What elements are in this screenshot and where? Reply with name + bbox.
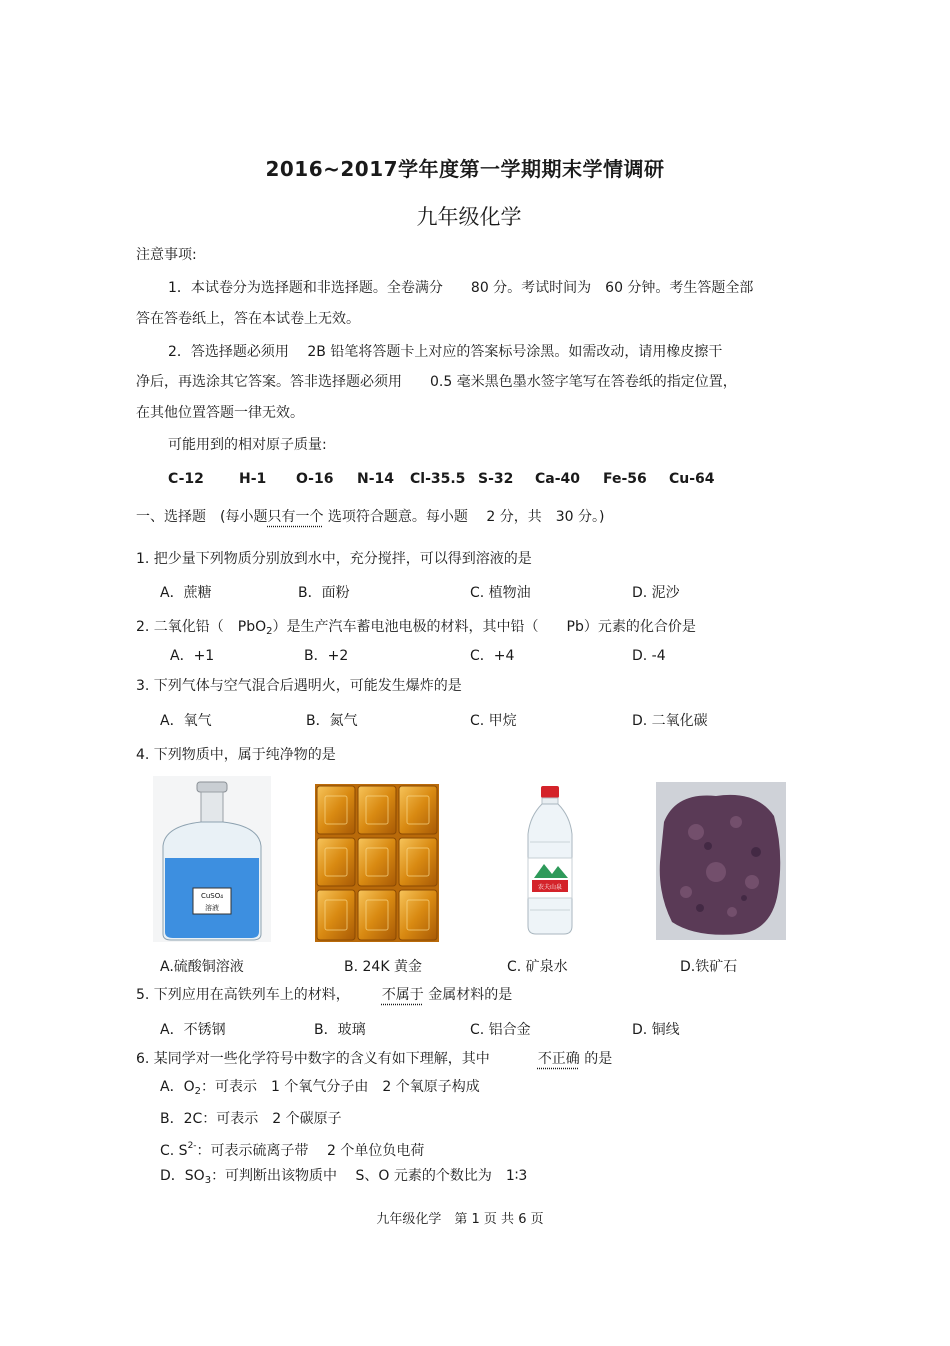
atomic-mass-list <box>168 470 715 488</box>
question-4-stem: 4. 下列物质中，属于纯净物的是 <box>136 747 336 763</box>
copper-sulfate-bottle-image <box>153 776 271 942</box>
question-1-stem: 1. 把少量下列物质分别放到水中，充分搅拌，可以得到溶液的是 <box>136 551 532 567</box>
notice-item2-line2: 净后，再选涂其它答案。答非选择题必须用 0.5 毫米黑色墨水签字笔写在答卷纸的指定位置， <box>136 374 737 390</box>
mass-item: Fe-56 <box>603 471 647 487</box>
bottle-label-text: CuSO₄ <box>200 892 224 900</box>
q1-option-d: D. 泥沙 <box>632 585 680 601</box>
question-5-stem: 5. 下列应用在高铁列车上的材料， 不属于 金属材料的是 <box>136 987 513 1003</box>
q5-option-c: C. 铝合金 <box>470 1022 531 1038</box>
mass-item: Cl-35.5 <box>410 471 466 487</box>
subject-title: 九年级化学 <box>416 205 522 229</box>
page-footer: 九年级化学 第 1 页 共 6 页 <box>376 1212 544 1227</box>
gold-bars-image <box>315 784 439 942</box>
q6-option-a: A．$O_2$：可表示 1 个氧气分子由 2 个氧原子构成 <box>160 1079 480 1097</box>
mineral-water-bottle-image <box>522 786 578 936</box>
q2-option-a: A．+1 <box>170 648 215 664</box>
q5-option-b: B．玻璃 <box>314 1022 366 1038</box>
q1-option-c: C. 植物油 <box>470 585 531 601</box>
q4-option-b: B. 24K 黄金 <box>344 959 422 975</box>
q6-option-d: D．$SO_3$：可判断出该物质中 S、O 元素的个数比为 1∶3 <box>160 1168 528 1186</box>
q3-option-a: A．氧气 <box>160 713 212 729</box>
section-heading: 一、选择题 (每小题只有一个 选项符合题意。每小题 2 分，共 30 分。) <box>136 509 605 525</box>
mass-item: C-12 <box>168 471 204 487</box>
q6-option-c: C. $S^{2-}$：可表示硫离子带 2 个单位负电荷 <box>160 1141 425 1159</box>
notice-heading: 注意事项: <box>136 247 197 263</box>
q1-option-b: B．面粉 <box>298 585 350 601</box>
atomic-mass-label: 可能用到的相对原子质量: <box>168 437 327 453</box>
q3-option-c: C. 甲烷 <box>470 713 517 729</box>
q2-option-d: D. -4 <box>632 648 666 664</box>
notice-item2-line1: 2．答选择题必须用 2B 铅笔将答题卡上对应的答案标号涂黑。如需改动，请用橡皮擦干 <box>168 344 723 360</box>
q5-option-d: D. 铜线 <box>632 1022 680 1038</box>
mass-item: O-16 <box>296 471 334 487</box>
question-3-stem: 3. 下列气体与空气混合后遇明火，可能发生爆炸的是 <box>136 678 462 694</box>
emphasis-only-one: 只有一个 <box>267 509 324 525</box>
q4-option-c: C. 矿泉水 <box>507 959 568 975</box>
mass-item: N-14 <box>357 471 395 487</box>
mass-item: H-1 <box>239 471 267 487</box>
q3-option-d: D. 二氧化碳 <box>632 713 708 729</box>
q2-option-c: C．+4 <box>470 648 515 664</box>
emphasis-incorrect: 不正确 <box>537 1051 580 1067</box>
q5-option-a: A．不锈钢 <box>160 1022 226 1038</box>
q3-option-b: B．氮气 <box>306 713 358 729</box>
water-brand-text: 农夫山泉 <box>537 884 563 891</box>
question-2-stem: 2. 二氧化铅（ PbO$_2$）是生产汽车蓄电池电极的材料，其中铅（ Pb）元素的化合价是 <box>136 619 696 637</box>
q4-option-a: A.硫酸铜溶液 <box>160 959 244 975</box>
page-title: 2016~2017学年度第一学期期末学情调研 <box>265 157 665 181</box>
notice-item1-line1: 1．本试卷分为选择题和非选择题。全卷满分 80 分。考试时间为 60 分钟。考生答题全部 <box>168 280 754 296</box>
mass-item: Cu-64 <box>669 471 715 487</box>
notice-item1-line2: 答在答卷纸上，答在本试卷上无效。 <box>136 311 360 327</box>
emphasis-not-belong: 不属于 <box>381 987 424 1003</box>
mass-item: S-32 <box>478 471 514 487</box>
q6-option-b: B．2C：可表示 2 个碳原子 <box>160 1111 342 1127</box>
q4-option-d: D.铁矿石 <box>680 959 738 975</box>
bottle-label-subtext: 溶液 <box>205 904 219 912</box>
q2-option-b: B．+2 <box>304 648 349 664</box>
notice-item2-line3: 在其他位置答题一律无效。 <box>136 405 304 421</box>
iron-ore-image <box>656 782 786 940</box>
mass-item: Ca-40 <box>535 471 581 487</box>
question-6-stem: 6. 某同学对一些化学符号中数字的含义有如下理解，其中 不正确 的是 <box>136 1051 613 1067</box>
q1-option-a: A．蔗糖 <box>160 585 212 601</box>
